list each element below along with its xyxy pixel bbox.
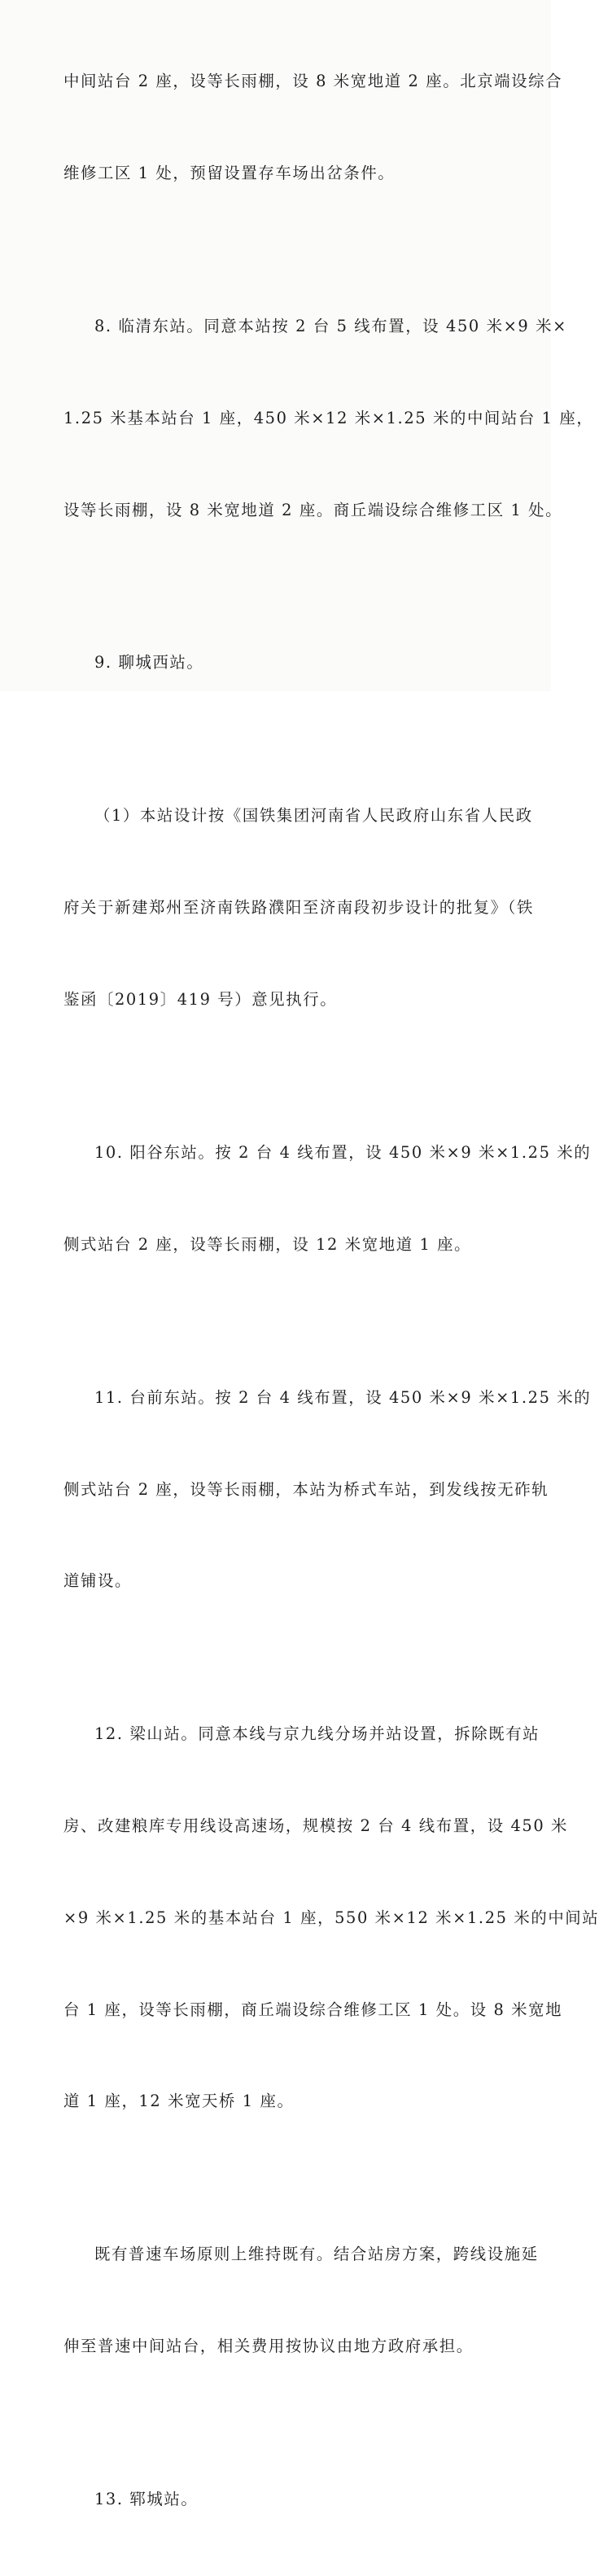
text-line: 既有普速车场原则上维持既有。结合站房方案，跨线设施延 [94,2245,539,2264]
paragraph-liaocheng-design-basis [63,739,535,1076]
text-line: （1）本站设计按《国铁集团河南省人民政府山东省人民政 [94,806,533,826]
paragraph-linqing-east-station [63,250,594,587]
text-line: 房、改建粮库专用线设高速场，规模按 2 台 4 线布置，设 450 米 [63,1816,569,1836]
paragraph-continuation-beijing-end [63,5,563,250]
text-line: 12. 梁山站。同意本线与京九线分场并站设置，拆除既有站 [94,1724,540,1744]
text-line: ×9 米×1.25 米的基本站台 1 座，550 米×12 米×1.25 米的中间站 [63,1908,599,1927]
text-line: 13. 郓城站。 [94,2490,199,2509]
text-line: 侧式站台 2 座，设等长雨棚，设 12 米宽地道 1 座。 [63,1234,472,1254]
paragraph-yuncheng-station [63,2423,527,2576]
text-line: 中间站台 2 座，设等长雨棚，设 8 米宽地道 2 座。北京端设综合 [63,72,563,91]
text-line: 设等长雨棚，设 8 米宽地道 2 座。商丘端设综合维修工区 1 处。 [63,500,563,519]
text-line: 侧式站台 2 座，设等长雨棚，本站为桥式车站，到发线按无砟轨 [63,1479,549,1499]
text-line: 11. 台前东站。按 2 台 4 线布置，设 450 米×9 米×1.25 米的 [94,1387,592,1407]
text-line: 8. 临清东站。同意本站按 2 台 5 线布置，设 450 米×9 米× [94,316,567,335]
paragraph-yanggu-east-station [63,1076,592,1321]
text-line: 维修工区 1 处，预留设置存车场出岔条件。 [63,163,396,182]
text-line: 1.25 米基本站台 1 座，450 米×12 米×1.25 米的中间站台 1 座， [63,408,594,427]
text-line: 鉴函〔2019〕419 号）意见执行。 [63,990,338,1009]
text-line: 9. 聊城西站。 [94,653,204,672]
text-line: 10. 阳谷东站。按 2 台 4 线布置，设 450 米×9 米×1.25 米的 [94,1142,592,1162]
paragraph-taiqian-east-station [63,1321,592,1658]
text-line: 府关于新建郑州至济南铁路濮阳至济南段初步设计的批复》（铁 [63,898,535,918]
text-line: 伸至普速中间站台，相关费用按协议由地方政府承担。 [63,2337,474,2356]
text-line: 道 1 座，12 米宽天桥 1 座。 [63,2092,295,2111]
paragraph-liaocheng-west-station [63,586,527,739]
paragraph-liangshan-station [63,1658,599,2178]
text-line: 台 1 座，设等长雨棚，商丘端设综合维修工区 1 处。设 8 米宽地 [63,2000,563,2019]
paragraph-existing-conventional-yard [63,2178,539,2423]
text-line: 道铺设。 [63,1571,132,1591]
